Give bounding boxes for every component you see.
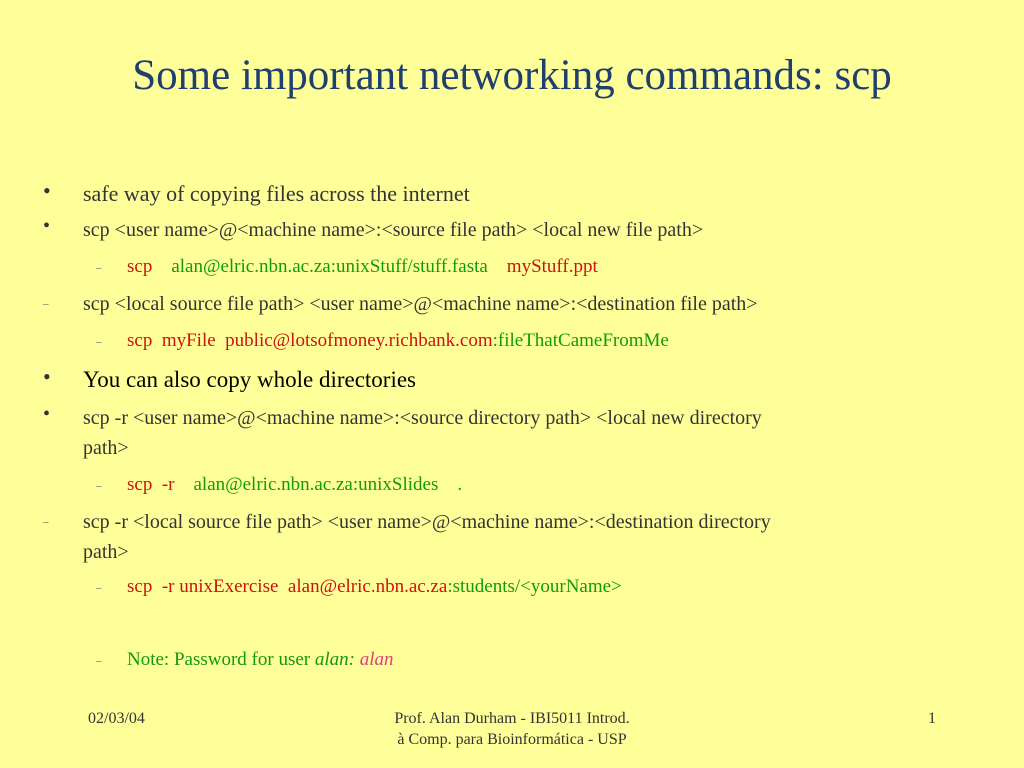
sub-bullet-dash: – — [96, 336, 102, 348]
bullet-dash: – — [43, 516, 49, 528]
command-host: public@lotsofmoney.richbank.com — [225, 330, 493, 351]
bullet-dot: • — [43, 215, 51, 237]
footer-author-line1: Prof. Alan Durham - IBI5011 Introd. — [394, 710, 630, 727]
note-prefix: Note: Password for user — [127, 649, 315, 670]
bullet-text: safe way of copying files across the internet — [83, 181, 470, 206]
command-dest: . — [457, 474, 463, 495]
footer-page-number: 1 — [928, 710, 936, 727]
slide-title: Some important networking commands: scp — [132, 52, 892, 99]
command-source: alan@elric.nbn.ac.za:unixSlides — [193, 474, 439, 495]
sub-bullet-dash: – — [96, 582, 102, 594]
command-example — [127, 255, 598, 279]
command-name: scp myFile — [127, 330, 216, 351]
footer-author-line2: à Comp. para Bioinformática - USP — [397, 731, 627, 748]
sub-bullet-dash: – — [96, 655, 102, 667]
sub-bullet-dash: – — [96, 262, 102, 274]
note-password: alan — [359, 649, 394, 670]
command-host: alan@elric.nbn.ac.za — [287, 576, 448, 597]
command-example — [127, 473, 462, 497]
password-note — [127, 648, 394, 672]
command-example — [127, 575, 622, 599]
bullet-text-line2: path> — [83, 541, 129, 563]
command-path: :students/<yourName> — [447, 576, 622, 597]
bullet-text-line1: scp -r <user name>@<machine name>:<source directory path> <local new directory — [83, 407, 762, 429]
bullet-dot: • — [43, 403, 51, 425]
bullet-dot: • — [43, 364, 51, 389]
command-dest: myStuff.ppt — [506, 256, 598, 277]
bullet-text: scp <user name>@<machine name>:<source file path> <local new file path> — [83, 219, 704, 241]
bullet-text-line2: path> — [83, 437, 129, 459]
command-name: scp — [127, 256, 153, 277]
bullet-text-line1: scp -r <local source file path> <user name>@<machine name>:<destination directory — [83, 511, 771, 533]
bullet-dash: – — [43, 298, 49, 310]
command-name: scp -r unixExercise — [127, 576, 279, 597]
footer-date: 02/03/04 — [88, 710, 145, 727]
command-source: alan@elric.nbn.ac.za:unixStuff/stuff.fasta — [171, 256, 488, 277]
command-path: :fileThatCameFromMe — [492, 330, 669, 351]
bullet-dot: • — [43, 178, 51, 203]
footer-author — [352, 708, 672, 750]
sub-bullet-dash: – — [96, 480, 102, 492]
note-user: alan: — [314, 649, 355, 670]
bullet-text: You can also copy whole directories — [83, 367, 417, 392]
bullet-text: scp <local source file path> <user name>@<machine name>:<destination file path> — [83, 293, 758, 315]
command-example — [127, 329, 669, 353]
command-name: scp -r — [127, 474, 175, 495]
